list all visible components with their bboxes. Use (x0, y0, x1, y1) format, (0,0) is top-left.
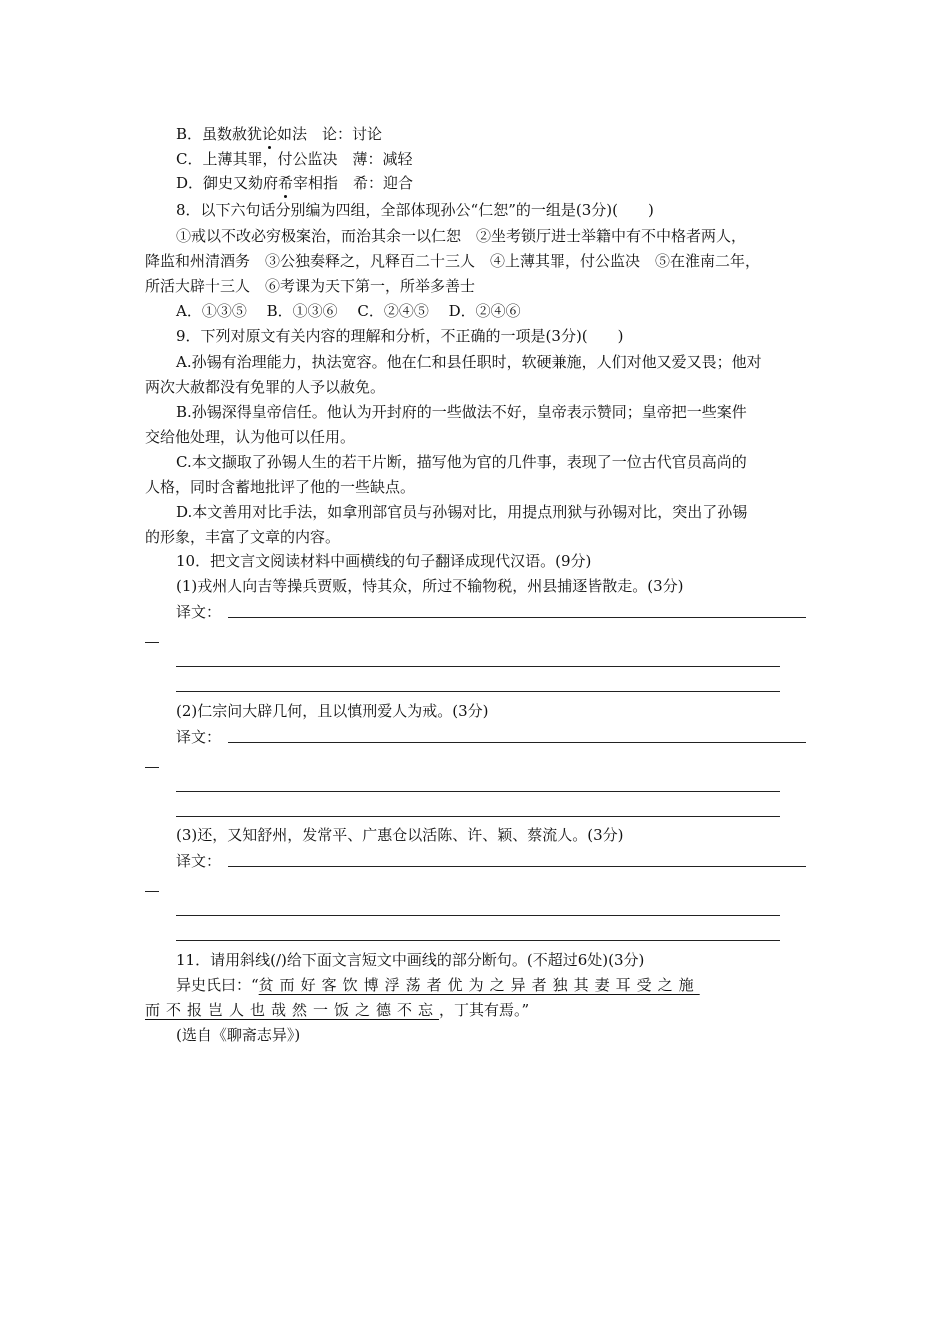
q8-stem: 8．以下六句话分别编为四组，全部体现孙公“仁恕”的一组是(3分)( ) (176, 201, 654, 219)
q9-option-b-2: 交给他处理，认为他可以任用。 (145, 428, 356, 446)
answer-line[interactable] (228, 617, 806, 618)
underlined-passage: 贫而好客饮博浮荡者优为之异者独其妻耳受之施 (258, 976, 700, 994)
q8-line-3: 所活大辟十三人 ⑥考课为天下第一，所举多善士 (145, 277, 476, 295)
q9-option-d-2: 的形象，丰富了文章的内容。 (145, 528, 341, 546)
answer-line[interactable] (176, 691, 780, 692)
q11-passage-line-2: 而不报岂人也哉然一饭之德不忘，丁其有焉。” (145, 1001, 530, 1019)
q9-option-a-2: 两次大赦都没有免罪的人予以赦免。 (145, 378, 386, 396)
answer-label: 译文： (176, 852, 222, 870)
answer-label: 译文： (176, 603, 222, 621)
answer-line-tail (145, 891, 159, 892)
option-b: B．虽数赦犹论如法 论：讨论 (176, 125, 383, 143)
q11-source: (选自《聊斋志异》) (176, 1026, 301, 1044)
q8-line-2: 降监和州清酒务 ③公独奏释之，凡释百二十三人 ④上薄其罪，付公监决 ⑤在淮南二年， (145, 252, 761, 270)
q9-option-c-1: C.本文撷取了孙锡人生的若干片断，描写他为官的几件事，表现了一位古代官员高尚的 (176, 453, 747, 471)
q11-stem: 11．请用斜线(/)给下面文言短文中画线的部分断句。(不超过6处)(3分) (176, 951, 645, 969)
q9-option-a-1: A.孙锡有治理能力，执法宽容。他在仁和县任职时，软硬兼施，人们对他又爱又畏；他对 (176, 353, 762, 371)
answer-line[interactable] (176, 666, 780, 667)
answer-label: 译文： (176, 728, 222, 746)
q9-option-d-1: D.本文善用对比手法，如拿刑部官员与孙锡对比，用提点刑狱与孙锡对比，突出了孙锡 (176, 503, 748, 521)
option-c: C．上薄其罪，付公监决 薄：减轻 (176, 150, 413, 168)
q10-sentence-2: (2)仁宗问大辟几何，且以慎刑爱人为戒。(3分) (176, 702, 489, 720)
answer-line-tail (145, 767, 159, 768)
answer-line[interactable] (228, 742, 806, 743)
answer-line[interactable] (176, 915, 780, 916)
answer-line[interactable] (176, 816, 780, 817)
q9-option-c-2: 人格，同时含蓄地批评了他的一些缺点。 (145, 478, 416, 496)
answer-line-tail (145, 642, 159, 643)
q9-stem: 9．下列对原文有关内容的理解和分析，不正确的一项是(3分)( ) (176, 327, 624, 345)
q8-choices: A．①③⑤ B．①③⑥ C．②④⑤ D．②④⑥ (176, 302, 521, 320)
answer-line[interactable] (228, 866, 806, 867)
emphasis-char: 论 (262, 125, 278, 143)
q11-passage-line-1: 异史氏曰：“贫而好客饮博浮荡者优为之异者独其妻耳受之施 (176, 976, 700, 994)
q8-line-1: ①戒以不改必穷极案治，而治其余一以仁恕 ②坐考锁厅进士举籍中有不中格者两人， (176, 227, 747, 245)
underlined-passage: 而不报岂人也哉然一饭之德不忘 (145, 1001, 440, 1019)
emphasis-char: 希 (278, 174, 294, 192)
q10-sentence-1: (1)戎州人向吉等操兵贾贩，恃其众，所过不输物税，州县捕逐皆散走。(3分) (176, 577, 684, 595)
q10-sentence-3: (3)还，又知舒州，发常平、广惠仓以活陈、许、颖、蔡流人。(3分) (176, 826, 624, 844)
q10-stem: 10．把文言文阅读材料中画横线的句子翻译成现代汉语。(9分) (176, 552, 592, 570)
answer-line[interactable] (176, 791, 780, 792)
answer-line[interactable] (176, 940, 780, 941)
q9-option-b-1: B.孙锡深得皇帝信任。他认为开封府的一些做法不好，皇帝表示赞同；皇帝把一些案件 (176, 403, 747, 421)
option-d: D．御史又劾府希宰相指 希：迎合 (176, 174, 414, 192)
